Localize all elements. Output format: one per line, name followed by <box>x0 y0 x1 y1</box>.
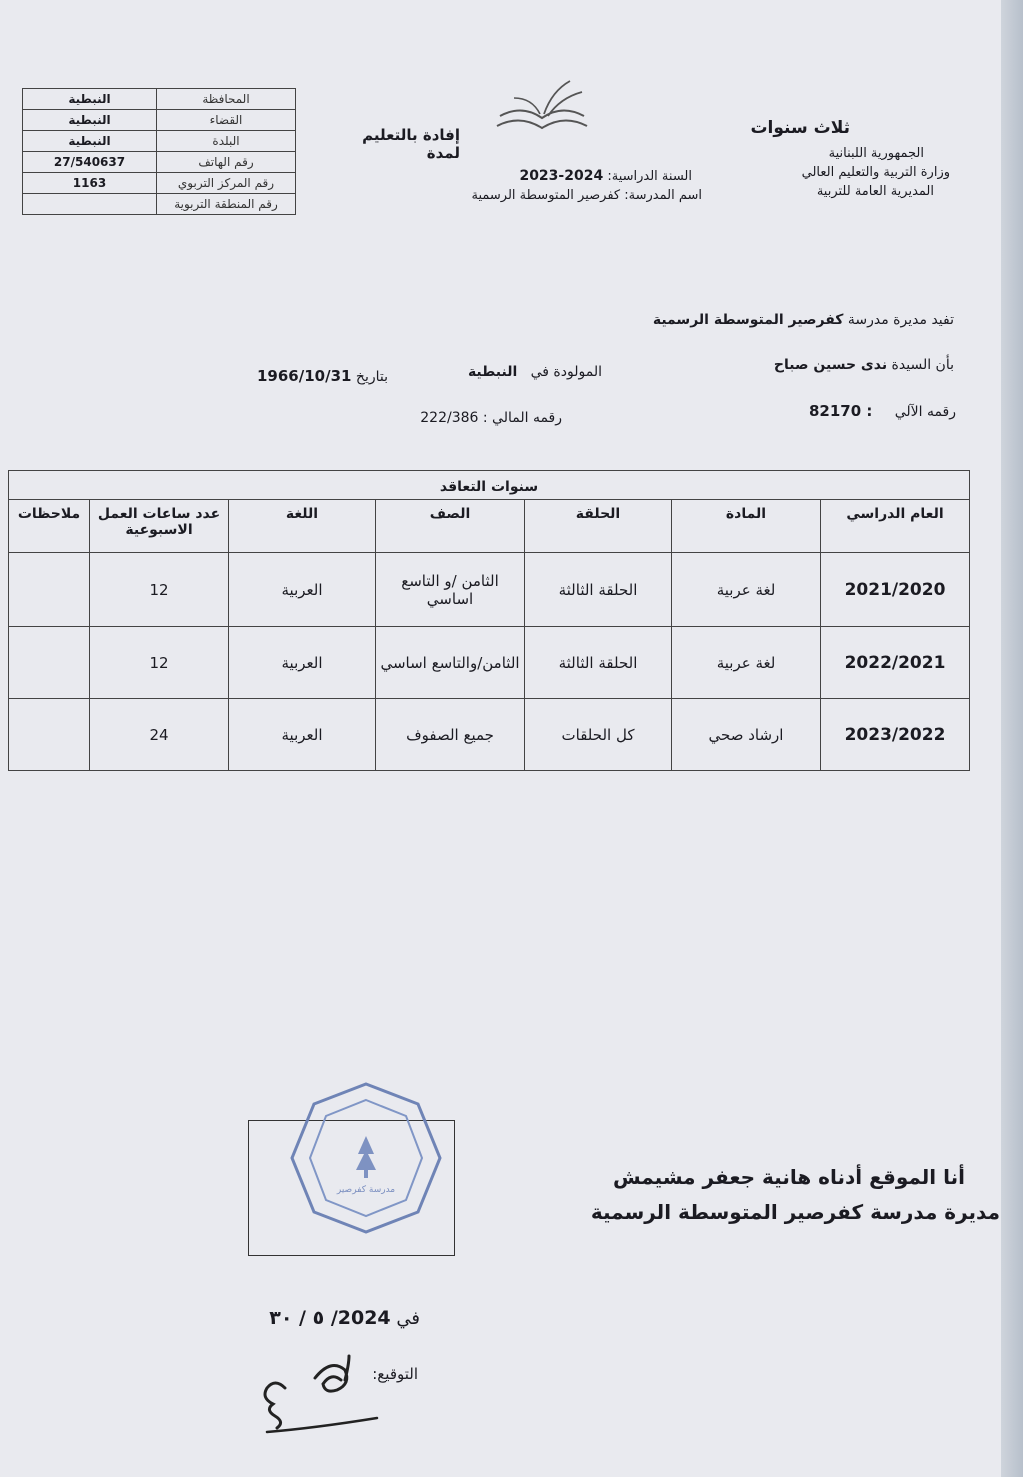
table-row <box>9 553 970 627</box>
signature-label: التوقيع: <box>372 1365 418 1383</box>
info-value: النبطية <box>23 89 157 110</box>
column-header: الصف <box>376 500 525 553</box>
info-label: القضاء <box>157 110 296 131</box>
info-row <box>23 89 296 110</box>
info-row <box>23 194 296 215</box>
cell-hours: 24 <box>90 699 229 771</box>
issue-date: 2024/ ٥ / ٣٠ <box>269 1307 391 1329</box>
school-name-label: اسم المدرسة: <box>624 188 702 203</box>
book-logo-icon <box>492 76 592 136</box>
info-label: رقم المركز التربوي <box>157 173 296 194</box>
signer-title: مديرة مدرسة كفرصير المتوسطة الرسمية <box>590 1200 1000 1224</box>
school-year-value: 2024-2023 <box>519 168 604 184</box>
financial-number-label: رقمه المالي : <box>482 410 562 426</box>
cell-subject: ارشاد صحي <box>672 699 821 771</box>
info-value: النبطية <box>23 110 157 131</box>
column-header: ملاحظات <box>9 500 90 553</box>
cell-class: الثامن /و التاسع اساسي <box>376 553 525 627</box>
table-title-row <box>9 471 970 500</box>
intro-prefix: تفيد مديرة مدرسة <box>847 312 954 328</box>
info-label: البلدة <box>157 131 296 152</box>
school-stamp-icon <box>288 1080 444 1236</box>
school-year-line <box>470 168 692 184</box>
born-line <box>430 364 602 380</box>
cell-notes <box>9 699 90 771</box>
info-row <box>23 173 296 194</box>
table-row <box>9 627 970 699</box>
info-value: 1163 <box>23 173 157 194</box>
table-header-row <box>9 500 970 553</box>
column-header: المادة <box>672 500 821 553</box>
info-row <box>23 110 296 131</box>
school-name-line <box>440 188 702 203</box>
cell-cycle: الحلقة الثالثة <box>525 627 672 699</box>
column-header: اللغة <box>229 500 376 553</box>
cell-hours: 12 <box>90 553 229 627</box>
cell-cycle: كل الحلقات <box>525 699 672 771</box>
certificate-title: إفادة بالتعليم لمدة <box>362 126 460 162</box>
info-label: رقم المنطقة التربوية <box>157 194 296 215</box>
info-row <box>23 152 296 173</box>
cell-class: الثامن/والتاسع اساسي <box>376 627 525 699</box>
cell-year: 2023/2022 <box>821 699 970 771</box>
financial-number-line <box>400 410 562 426</box>
column-header: عدد ساعات العمل الاسبوعية <box>90 500 229 553</box>
info-value: النبطية <box>23 131 157 152</box>
school-year-label: السنة الدراسية: <box>607 169 692 184</box>
cell-language: العربية <box>229 699 376 771</box>
svg-text:مدرسة كفرصير: مدرسة كفرصير <box>336 1185 396 1195</box>
born-label: المولودة في <box>530 364 602 380</box>
column-header: العام الدراسي <box>821 500 970 553</box>
auto-number-line <box>780 402 956 420</box>
info-value <box>23 194 157 215</box>
cell-subject: لغة عربية <box>672 627 821 699</box>
signer-line: أنا الموقع أدناه هانية جعفر مشيمش <box>612 1165 965 1189</box>
financial-number-value: 222/386 <box>420 410 479 426</box>
handwritten-signature-icon <box>245 1350 385 1445</box>
table-title: سنوات التعاقد <box>9 471 970 500</box>
cell-class: جميع الصفوف <box>376 699 525 771</box>
intro-school: كفرصير المتوسطة الرسمية <box>652 312 844 328</box>
school-name-value: كفرصير المتوسطة الرسمية <box>471 188 621 203</box>
table-row <box>9 699 970 771</box>
duration-label: ثلاث سنوات <box>750 118 850 138</box>
auto-number-value: : 82170 <box>809 402 873 420</box>
cell-language: العربية <box>229 553 376 627</box>
auto-number-label: رقمه الآلي <box>894 404 956 420</box>
cell-language: العربية <box>229 627 376 699</box>
republic-name: الجمهورية اللبنانية <box>828 146 924 161</box>
born-place: النبطية <box>467 364 518 380</box>
birth-date-line <box>240 367 388 385</box>
info-label: رقم الهاتف <box>157 152 296 173</box>
directorate-name: المديرية العامة للتربية <box>816 184 934 199</box>
column-header: الحلقة <box>525 500 672 553</box>
person-prefix: بأن السيدة <box>891 357 954 373</box>
info-row <box>23 131 296 152</box>
date-label: بتاريخ <box>355 369 388 385</box>
person-line <box>700 357 954 373</box>
person-name: ندى حسين صباح <box>773 357 888 373</box>
page-edge <box>1001 0 1023 1477</box>
cell-year: 2022/2021 <box>821 627 970 699</box>
cell-hours: 12 <box>90 627 229 699</box>
date-prefix: في <box>396 1308 420 1329</box>
info-value: 27/540637 <box>23 152 157 173</box>
date-line <box>260 1307 420 1329</box>
cell-subject: لغة عربية <box>672 553 821 627</box>
birth-date: 1966/10/31 <box>257 367 352 385</box>
info-table <box>22 88 296 215</box>
ministry-name: وزارة التربية والتعليم العالي <box>801 165 950 180</box>
info-label: المحافظة <box>157 89 296 110</box>
cell-cycle: الحلقة الثالثة <box>525 553 672 627</box>
contract-years-table <box>8 470 970 771</box>
cell-notes <box>9 553 90 627</box>
cell-year: 2021/2020 <box>821 553 970 627</box>
cell-notes <box>9 627 90 699</box>
intro-line <box>520 312 954 328</box>
